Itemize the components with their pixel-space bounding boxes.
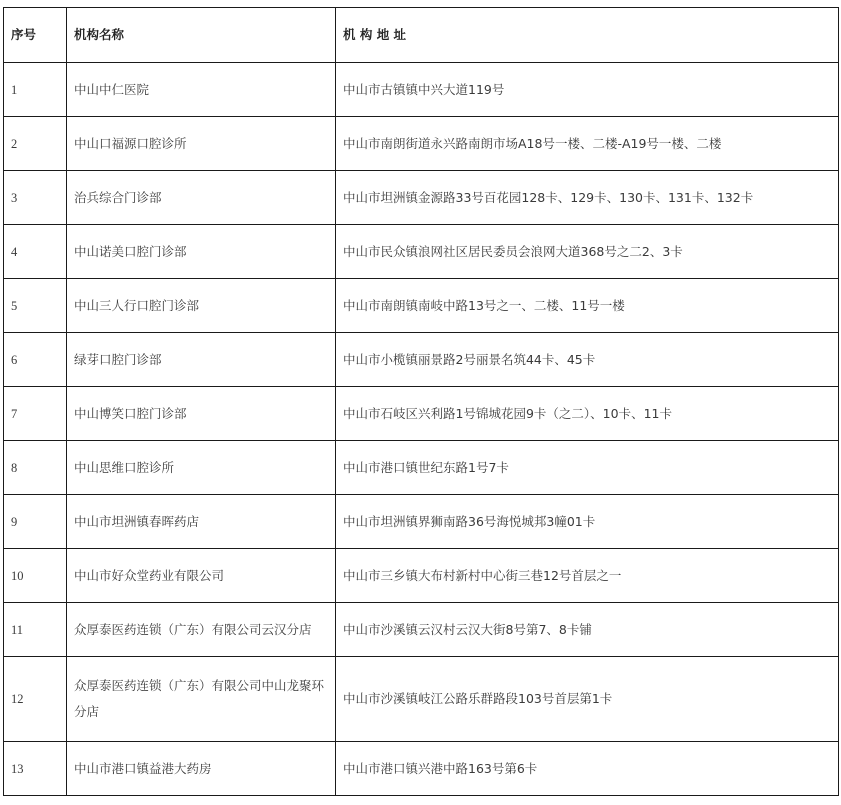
table-row bbox=[4, 549, 839, 603]
header-name: 机构名称 bbox=[67, 8, 336, 63]
row-address: 中山市坦洲镇界狮南路36号海悦城邦3幢01卡 bbox=[336, 495, 839, 549]
table-row bbox=[4, 63, 839, 117]
table-row bbox=[4, 117, 839, 171]
row-name: 中山市好众堂药业有限公司 bbox=[67, 549, 336, 603]
institution-table bbox=[3, 7, 839, 796]
row-name: 众厚泰医药连锁（广东）有限公司中山龙聚环分店 bbox=[67, 657, 336, 742]
table-row bbox=[4, 441, 839, 495]
row-name: 中山博笑口腔门诊部 bbox=[67, 387, 336, 441]
row-address: 中山市沙溪镇云汉村云汉大街8号第7、8卡铺 bbox=[336, 603, 839, 657]
table-row bbox=[4, 279, 839, 333]
row-address: 中山市民众镇浪网社区居民委员会浪网大道368号之二2、3卡 bbox=[336, 225, 839, 279]
table-row bbox=[4, 495, 839, 549]
row-address: 中山市三乡镇大布村新村中心街三巷12号首层之一 bbox=[336, 549, 839, 603]
row-index: 3 bbox=[4, 171, 67, 225]
header-index: 序号 bbox=[4, 8, 67, 63]
row-index: 4 bbox=[4, 225, 67, 279]
row-index: 1 bbox=[4, 63, 67, 117]
row-name: 中山市港口镇益港大药房 bbox=[67, 742, 336, 796]
row-index: 8 bbox=[4, 441, 67, 495]
table-row bbox=[4, 657, 839, 742]
row-address: 中山市港口镇世纪东路1号7卡 bbox=[336, 441, 839, 495]
row-name: 中山诺美口腔门诊部 bbox=[67, 225, 336, 279]
row-address: 中山市港口镇兴港中路163号第6卡 bbox=[336, 742, 839, 796]
row-index: 2 bbox=[4, 117, 67, 171]
row-address: 中山市南朗街道永兴路南朗市场A18号一楼、二楼-A19号一楼、二楼 bbox=[336, 117, 839, 171]
row-address: 中山市南朗镇南岐中路13号之一、二楼、11号一楼 bbox=[336, 279, 839, 333]
row-name: 中山中仁医院 bbox=[67, 63, 336, 117]
table-row bbox=[4, 387, 839, 441]
table-header-row bbox=[4, 8, 839, 63]
table-row bbox=[4, 225, 839, 279]
row-name: 治兵综合门诊部 bbox=[67, 171, 336, 225]
row-name: 绿芽口腔门诊部 bbox=[67, 333, 336, 387]
row-index: 12 bbox=[4, 657, 67, 742]
row-address: 中山市小榄镇丽景路2号丽景名筑44卡、45卡 bbox=[336, 333, 839, 387]
row-index: 7 bbox=[4, 387, 67, 441]
row-index: 6 bbox=[4, 333, 67, 387]
row-name: 中山市坦洲镇春晖药店 bbox=[67, 495, 336, 549]
row-name: 中山三人行口腔门诊部 bbox=[67, 279, 336, 333]
row-name: 众厚泰医药连锁（广东）有限公司云汉分店 bbox=[67, 603, 336, 657]
header-address: 机 构 地 址 bbox=[336, 8, 839, 63]
row-index: 9 bbox=[4, 495, 67, 549]
table-row bbox=[4, 333, 839, 387]
row-index: 13 bbox=[4, 742, 67, 796]
row-index: 5 bbox=[4, 279, 67, 333]
table-row bbox=[4, 603, 839, 657]
row-index: 10 bbox=[4, 549, 67, 603]
row-index: 11 bbox=[4, 603, 67, 657]
row-address: 中山市坦洲镇金源路33号百花园128卡、129卡、130卡、131卡、132卡 bbox=[336, 171, 839, 225]
table-row bbox=[4, 171, 839, 225]
row-name: 中山思维口腔诊所 bbox=[67, 441, 336, 495]
row-address: 中山市古镇镇中兴大道119号 bbox=[336, 63, 839, 117]
table-row bbox=[4, 742, 839, 796]
row-name: 中山口福源口腔诊所 bbox=[67, 117, 336, 171]
row-address: 中山市沙溪镇岐江公路乐群路段103号首层第1卡 bbox=[336, 657, 839, 742]
row-address: 中山市石岐区兴利路1号锦城花园9卡（之二）、10卡、11卡 bbox=[336, 387, 839, 441]
